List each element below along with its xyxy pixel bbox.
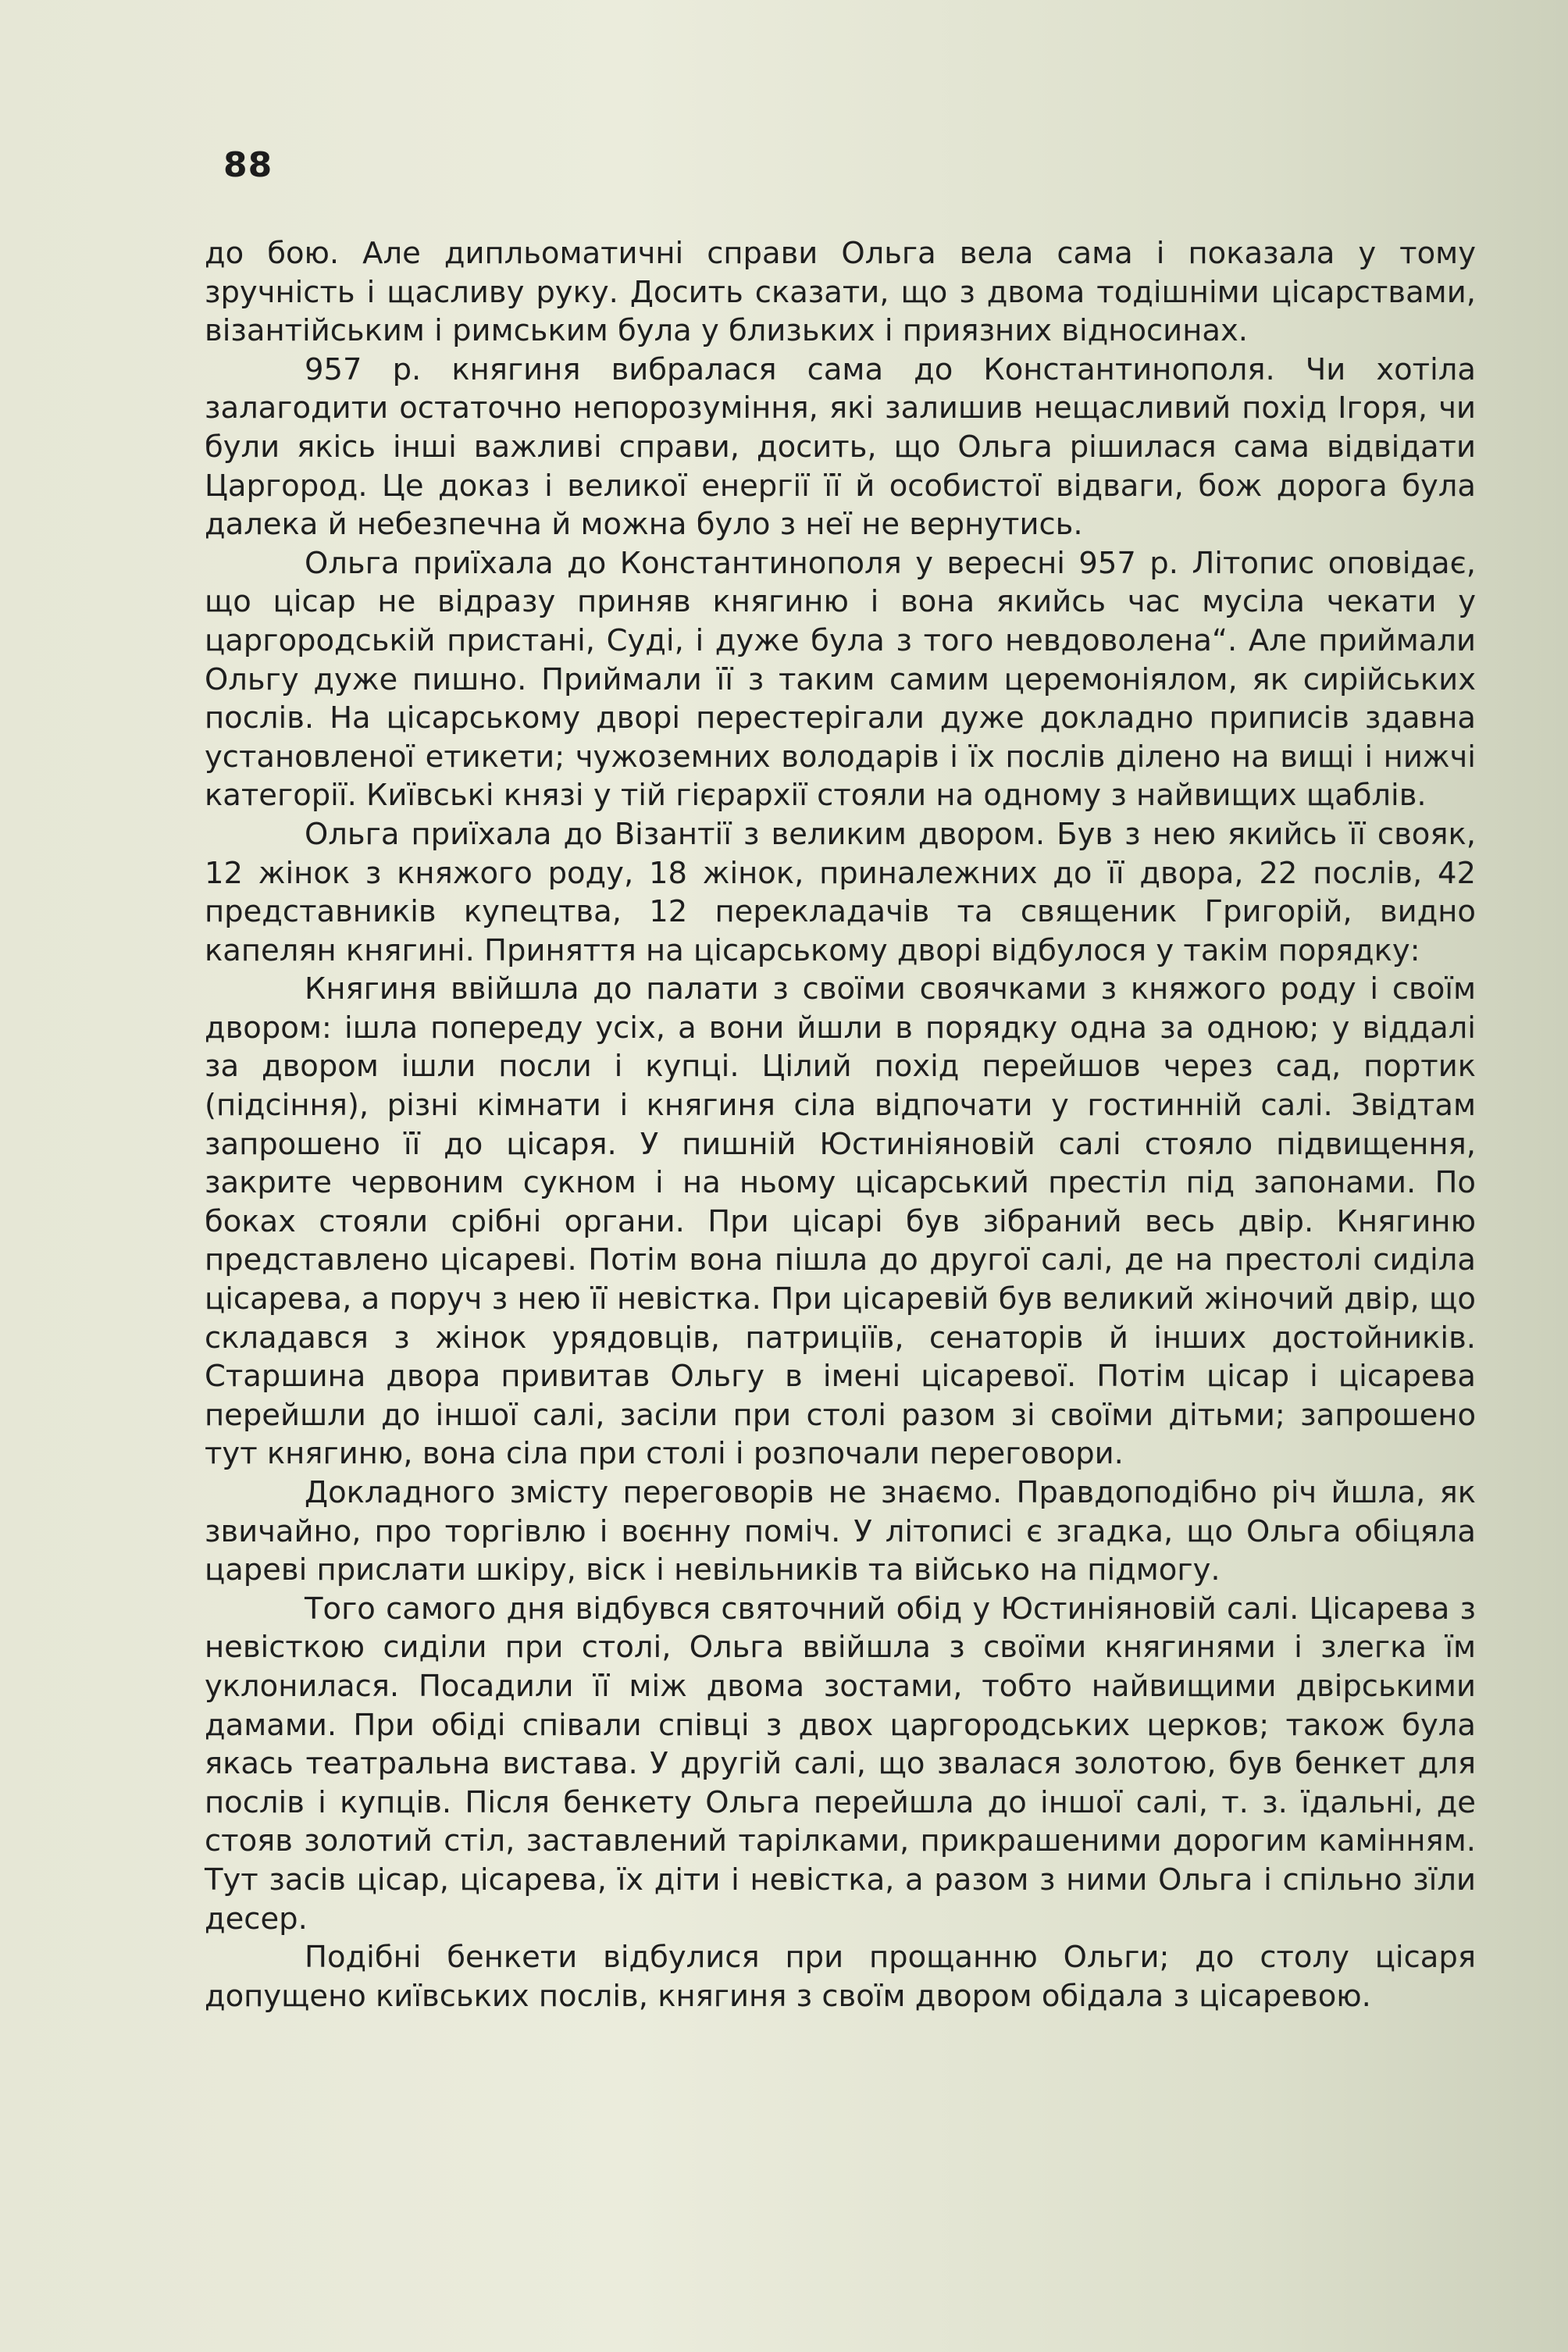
paragraph-3: Ольга приїхала до Константинополя у вересні 957 р. Літопис оповідає, що цісар не відразу приняв княгиню і вона якийсь час мусіла чекати у царгородській пристані, Суді, і дуже була з того невдоволена“. Але приймали Ольгу дуже пишно. Приймали її з таким самим церемоніялом, як сирійських послів. На цісарському дворі перестерігали дуже докладно приписів здавна установленої етикети; чужоземних володарів і їх послів ділено на вищі і нижчі категорії. Київські князі у тій гієрархії стояли на одному з найвищих щаблів. — [205, 545, 1476, 814]
paragraph-8: Подібні бенкети відбулися при прощанню Ольги; до столу цісаря допущено київських послів, княгиня з своїм двором обідала з цісаревою. — [205, 1940, 1476, 2014]
paragraph-1: до бою. Але дипльоматичні справи Ольга вела сама і показала у тому зручність і щасливу руку. Досить сказати, що з двома тодішніми цісарствами, візантійським і римським була у близьких і приязних відносинах. — [205, 236, 1476, 349]
page-text-body — [205, 234, 1476, 2015]
paragraph-5: Княгиня ввійшла до палати з своїми своячками з княжого роду і своїм двором: ішла попереду усіх, а вони йшли в порядку одна за одною; у віддалі за двором ішли посли і купці. Цілий похід перейшов через сад, портик (підсіння), різні кімнати і княгиня сіла відпочати у гостинній салі. Звідтам запрошено її до цісаря. У пишній Юстиніяновій салі стояло підвищення, закрите червоним сукном і на ньому цісарський престіл під запонами. По боках стояли срібні органи. При цісарі був зібраний весь двір. Княгиню представлено цісареві. Потім вона пішла до другої салі, де на престолі сиділа цісарева, а поруч з нею її невістка. При цісаревій був великий жіночий двір, що складався з жінок урядовців, патриціїв, сенаторів й інших достойників. Старшина двора привитав Ольгу в імені цісаревої. Потім цісар і цісарева перейшли до іншої салі, засіли при столі разом зі своїми дітьми; запрошено тут княгиню, вона сіла при столі і розпочали переговори. — [205, 971, 1476, 1472]
paragraph-6: Докладного змісту переговорів не знаємо. Правдоподібно річ йшла, як звичайно, про торгівлю і воєнну поміч. У літописі є згадка, що Ольга обіцяла цареві прислати шкіру, віск і невільників та військо на підмогу. — [205, 1475, 1476, 1588]
paragraph-4: Ольга приїхала до Візантії з великим двором. Був з нею якийсь її свояк, 12 жінок з княжого роду, 18 жінок, приналежних до її двора, 22 послів, 42 представників купецтва, 12 перекладачів та священик Григорій, видно капелян княгині. Приняття на цісарському дворі відбулося у такім порядку: — [205, 816, 1476, 968]
paragraph-7: Того самого дня відбувся святочний обід у Юстиніяновій салі. Цісарева з невісткою сиділи при столі, Ольга ввійшла з своїми княгинями і злегка їм уклонилася. Посадили її між двома зостами, тобто найвищими двірськими дамами. При обіді співали співці з двох царгородських церков; також була якась театральна вистава. У другій салі, що звалася золотою, був бенкет для послів і купців. Після бенкету Ольга перейшла до іншої салі, т. з. їдальні, де стояв золотий стіл, заставлений тарілками, прикрашеними дорогим камінням. Тут засів цісар, цісарева, їх діти і невістка, а разом з ними Ольга і спільно зїли десер. — [205, 1591, 1476, 1937]
paragraph-2: 957 р. княгиня вибралася сама до Константинополя. Чи хотіла залагодити остаточно непорозуміння, які залишив нещасливий похід Ігоря, чи були якісь інші важливі справи, досить, що Ольга рішилася сама відвідати Царгород. Це доказ і великої енергії її й особистої відваги, бож дорога була далека й небезпечна й можна було з неї не вернутись. — [205, 351, 1476, 543]
page-number: 88 — [223, 145, 273, 185]
